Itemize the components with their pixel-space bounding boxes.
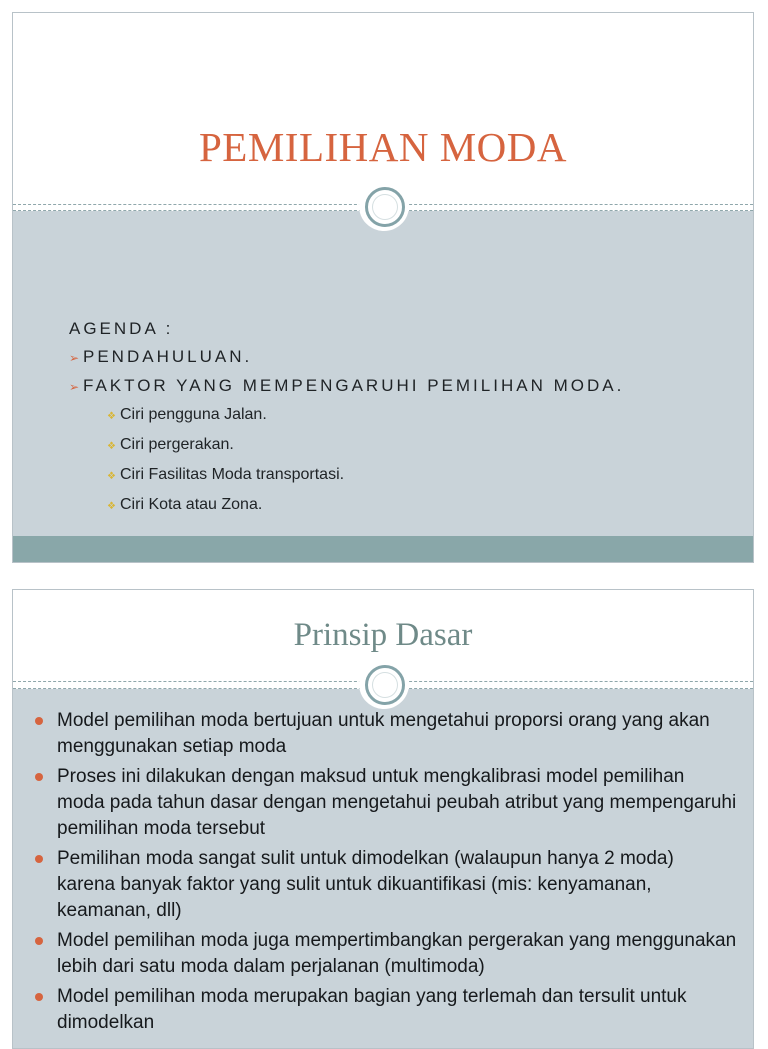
circle-ornament-icon — [359, 659, 409, 709]
dot-bullet-icon — [35, 937, 43, 945]
agenda-heading: AGENDA : — [69, 319, 174, 338]
list-item — [35, 764, 737, 842]
slide-2-title: Prinsip Dasar — [293, 617, 473, 653]
list-item — [35, 708, 737, 760]
agenda-sub-item-label: Ciri pengguna Jalan. — [120, 406, 267, 423]
bullet-text: Pemilihan moda sangat sulit untuk dimodelkan (walaupun hanya 2 moda) karena banyak faktor yang sulit untuk dikuantifikasi (mis: kenyamanan, keamanan, dll) — [57, 848, 674, 921]
agenda-sub-item — [69, 461, 624, 491]
arrow-bullet-icon: ➢ — [69, 351, 80, 365]
dot-bullet-icon — [35, 717, 43, 725]
dot-bullet-icon — [35, 855, 43, 863]
list-item — [35, 928, 737, 980]
slide-1 — [12, 12, 754, 563]
agenda-item-label: FAKTOR YANG MEMPENGARUHI PEMILIHAN MODA. — [83, 376, 625, 395]
arrow-bullet-icon: ➢ — [69, 380, 80, 394]
bullet-list — [35, 708, 737, 1040]
bullet-text: Model pemilihan moda juga mempertimbangkan pergerakan yang menggunakan lebih dari satu moda dalam perjalanan (multimoda) — [57, 930, 737, 977]
list-item — [35, 846, 737, 924]
diamond-bullet-icon: ❖ — [107, 411, 116, 422]
agenda-sub-item — [69, 431, 624, 461]
bullet-text: Model pemilihan moda bertujuan untuk mengetahui proporsi orang yang akan menggunakan setiap moda — [57, 710, 710, 757]
agenda-list — [69, 315, 624, 521]
agenda-sub-item-label: Ciri pergerakan. — [120, 436, 234, 453]
slide-1-title: PEMILIHAN MODA — [198, 124, 567, 170]
dot-bullet-icon — [35, 993, 43, 1001]
agenda-sub-item — [69, 491, 624, 521]
slide-1-footer-band — [13, 536, 753, 562]
slide-2 — [12, 589, 754, 1049]
agenda-item — [69, 372, 624, 401]
slide-1-title-area — [13, 13, 753, 205]
agenda-sub-item — [69, 401, 624, 431]
list-item — [35, 984, 737, 1036]
agenda-sub-item-label: Ciri Fasilitas Moda transportasi. — [120, 466, 345, 483]
diamond-bullet-icon: ❖ — [107, 441, 116, 452]
bullet-text: Proses ini dilakukan dengan maksud untuk mengkalibrasi model pemilihan moda pada tahun dasar dengan mengetahui peubah atribut yang mempengaruhi pemilihan moda tersebut — [57, 766, 737, 839]
diamond-bullet-icon: ❖ — [107, 501, 116, 512]
bullet-text: Model pemilihan moda merupakan bagian yang terlemah dan tersulit untuk dimodelkan — [57, 986, 687, 1033]
dot-bullet-icon — [35, 773, 43, 781]
circle-ornament-icon — [359, 181, 409, 231]
diamond-bullet-icon: ❖ — [107, 471, 116, 482]
agenda-sub-item-label: Ciri Kota atau Zona. — [120, 496, 263, 513]
agenda-item-label: PENDAHULUAN. — [83, 347, 253, 366]
agenda-item — [69, 343, 624, 372]
